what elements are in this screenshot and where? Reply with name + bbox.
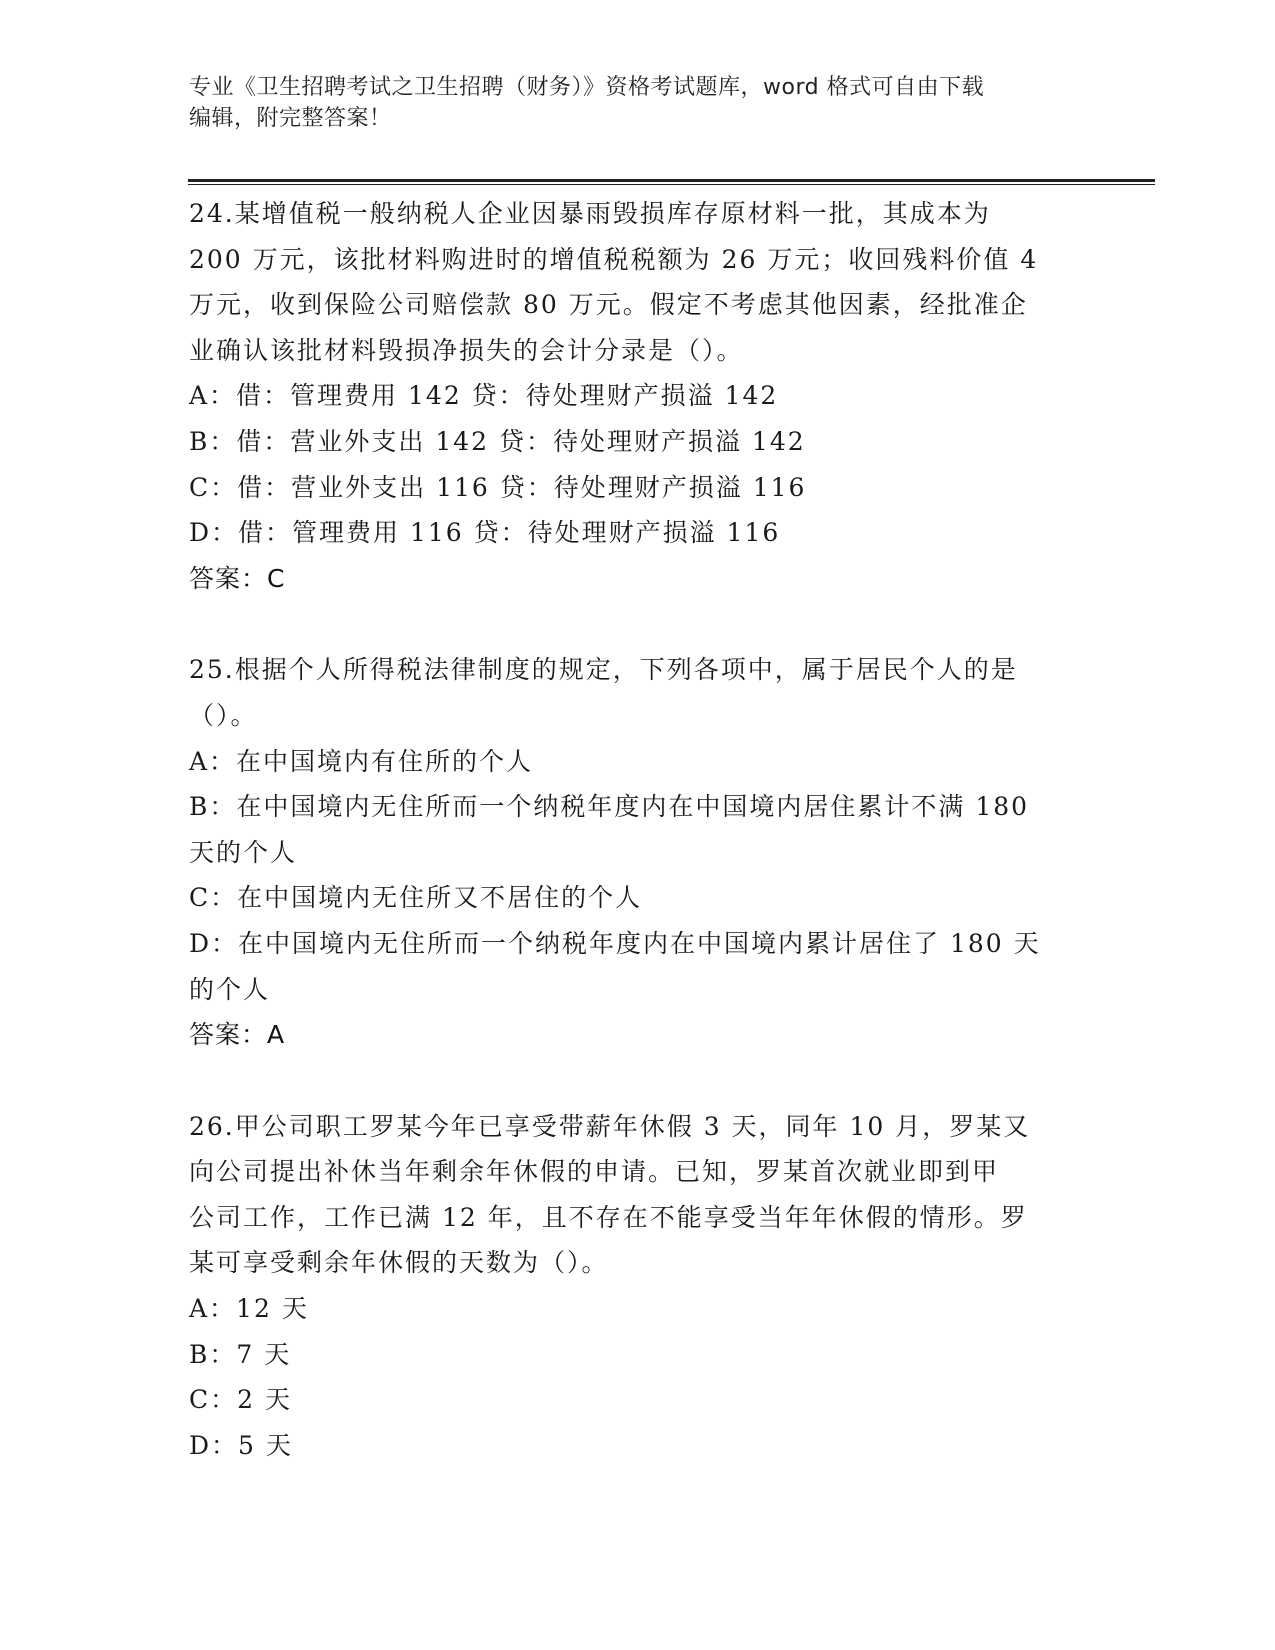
option-d-continued: 的个人 [189, 974, 271, 1004]
question-text: 万元，收到保险公司赔偿款 80 万元。假定不考虑其他因素，经批准企 [189, 290, 1028, 320]
header-divider-thin [188, 184, 1155, 185]
question-24 [189, 191, 1089, 601]
option-a: A：在中国境内有住所的个人 [189, 746, 534, 776]
document-header [189, 72, 1089, 134]
option-c: C：在中国境内无住所又不居住的个人 [189, 883, 643, 913]
option-d: D：借：管理费用 116 贷：待处理财产损溢 116 [189, 518, 781, 548]
option-b-continued: 天的个人 [189, 837, 298, 867]
option-b: B：在中国境内无住所而一个纳税年度内在中国境内居住累计不满 180 [189, 792, 1030, 822]
question-text: 某可享受剩余年休假的天数为（）。 [189, 1248, 609, 1278]
question-text: 向公司提出补休当年剩余年休假的申请。已知，罗某首次就业即到甲 [189, 1157, 1000, 1187]
question-text: 200 万元，该批材料购进时的增值税税额为 26 万元；收回残料价值 4 [189, 244, 1039, 274]
header-divider [188, 179, 1155, 182]
answer-label: 答案：A [189, 1020, 286, 1050]
option-a: A：借：管理费用 142 贷：待处理财产损溢 142 [189, 381, 779, 411]
question-list [189, 191, 1089, 1514]
question-text: （）。 [189, 700, 258, 730]
option-d: D：在中国境内无住所而一个纳税年度内在中国境内累计居住了 180 天 [189, 928, 1041, 958]
option-c: C：2 天 [189, 1385, 292, 1415]
question-text: 公司工作，工作已满 12 年，且不存在不能享受当年年休假的情形。罗 [189, 1202, 1028, 1232]
option-b: B：借：营业外支出 142 贷：待处理财产损溢 142 [189, 426, 806, 456]
option-b: B：7 天 [189, 1339, 292, 1369]
question-text: 24.某增值税一般纳税人企业因暴雨毁损库存原材料一批，其成本为 [189, 199, 991, 228]
option-d: D：5 天 [189, 1430, 293, 1460]
question-text: 25.根据个人所得税法律制度的规定，下列各项中，属于居民个人的是 [189, 655, 1018, 685]
option-a: A：12 天 [189, 1294, 309, 1324]
question-26 [189, 1104, 1089, 1469]
header-line: 编辑，附完整答案！ [189, 106, 392, 131]
header-line: 专业《卫生招聘考试之卫生招聘（财务）》资格考试题库，word 格式可自由下载 [189, 75, 985, 100]
answer-label: 答案：C [189, 563, 286, 593]
question-text: 业确认该批材料毁损净损失的会计分录是（）。 [189, 335, 744, 365]
option-c: C：借：营业外支出 116 贷：待处理财产损溢 116 [189, 472, 807, 502]
question-text: 26.甲公司职工罗某今年已享受带薪年休假 3 天，同年 10 月，罗某又 [189, 1111, 1031, 1141]
question-25 [189, 647, 1089, 1057]
